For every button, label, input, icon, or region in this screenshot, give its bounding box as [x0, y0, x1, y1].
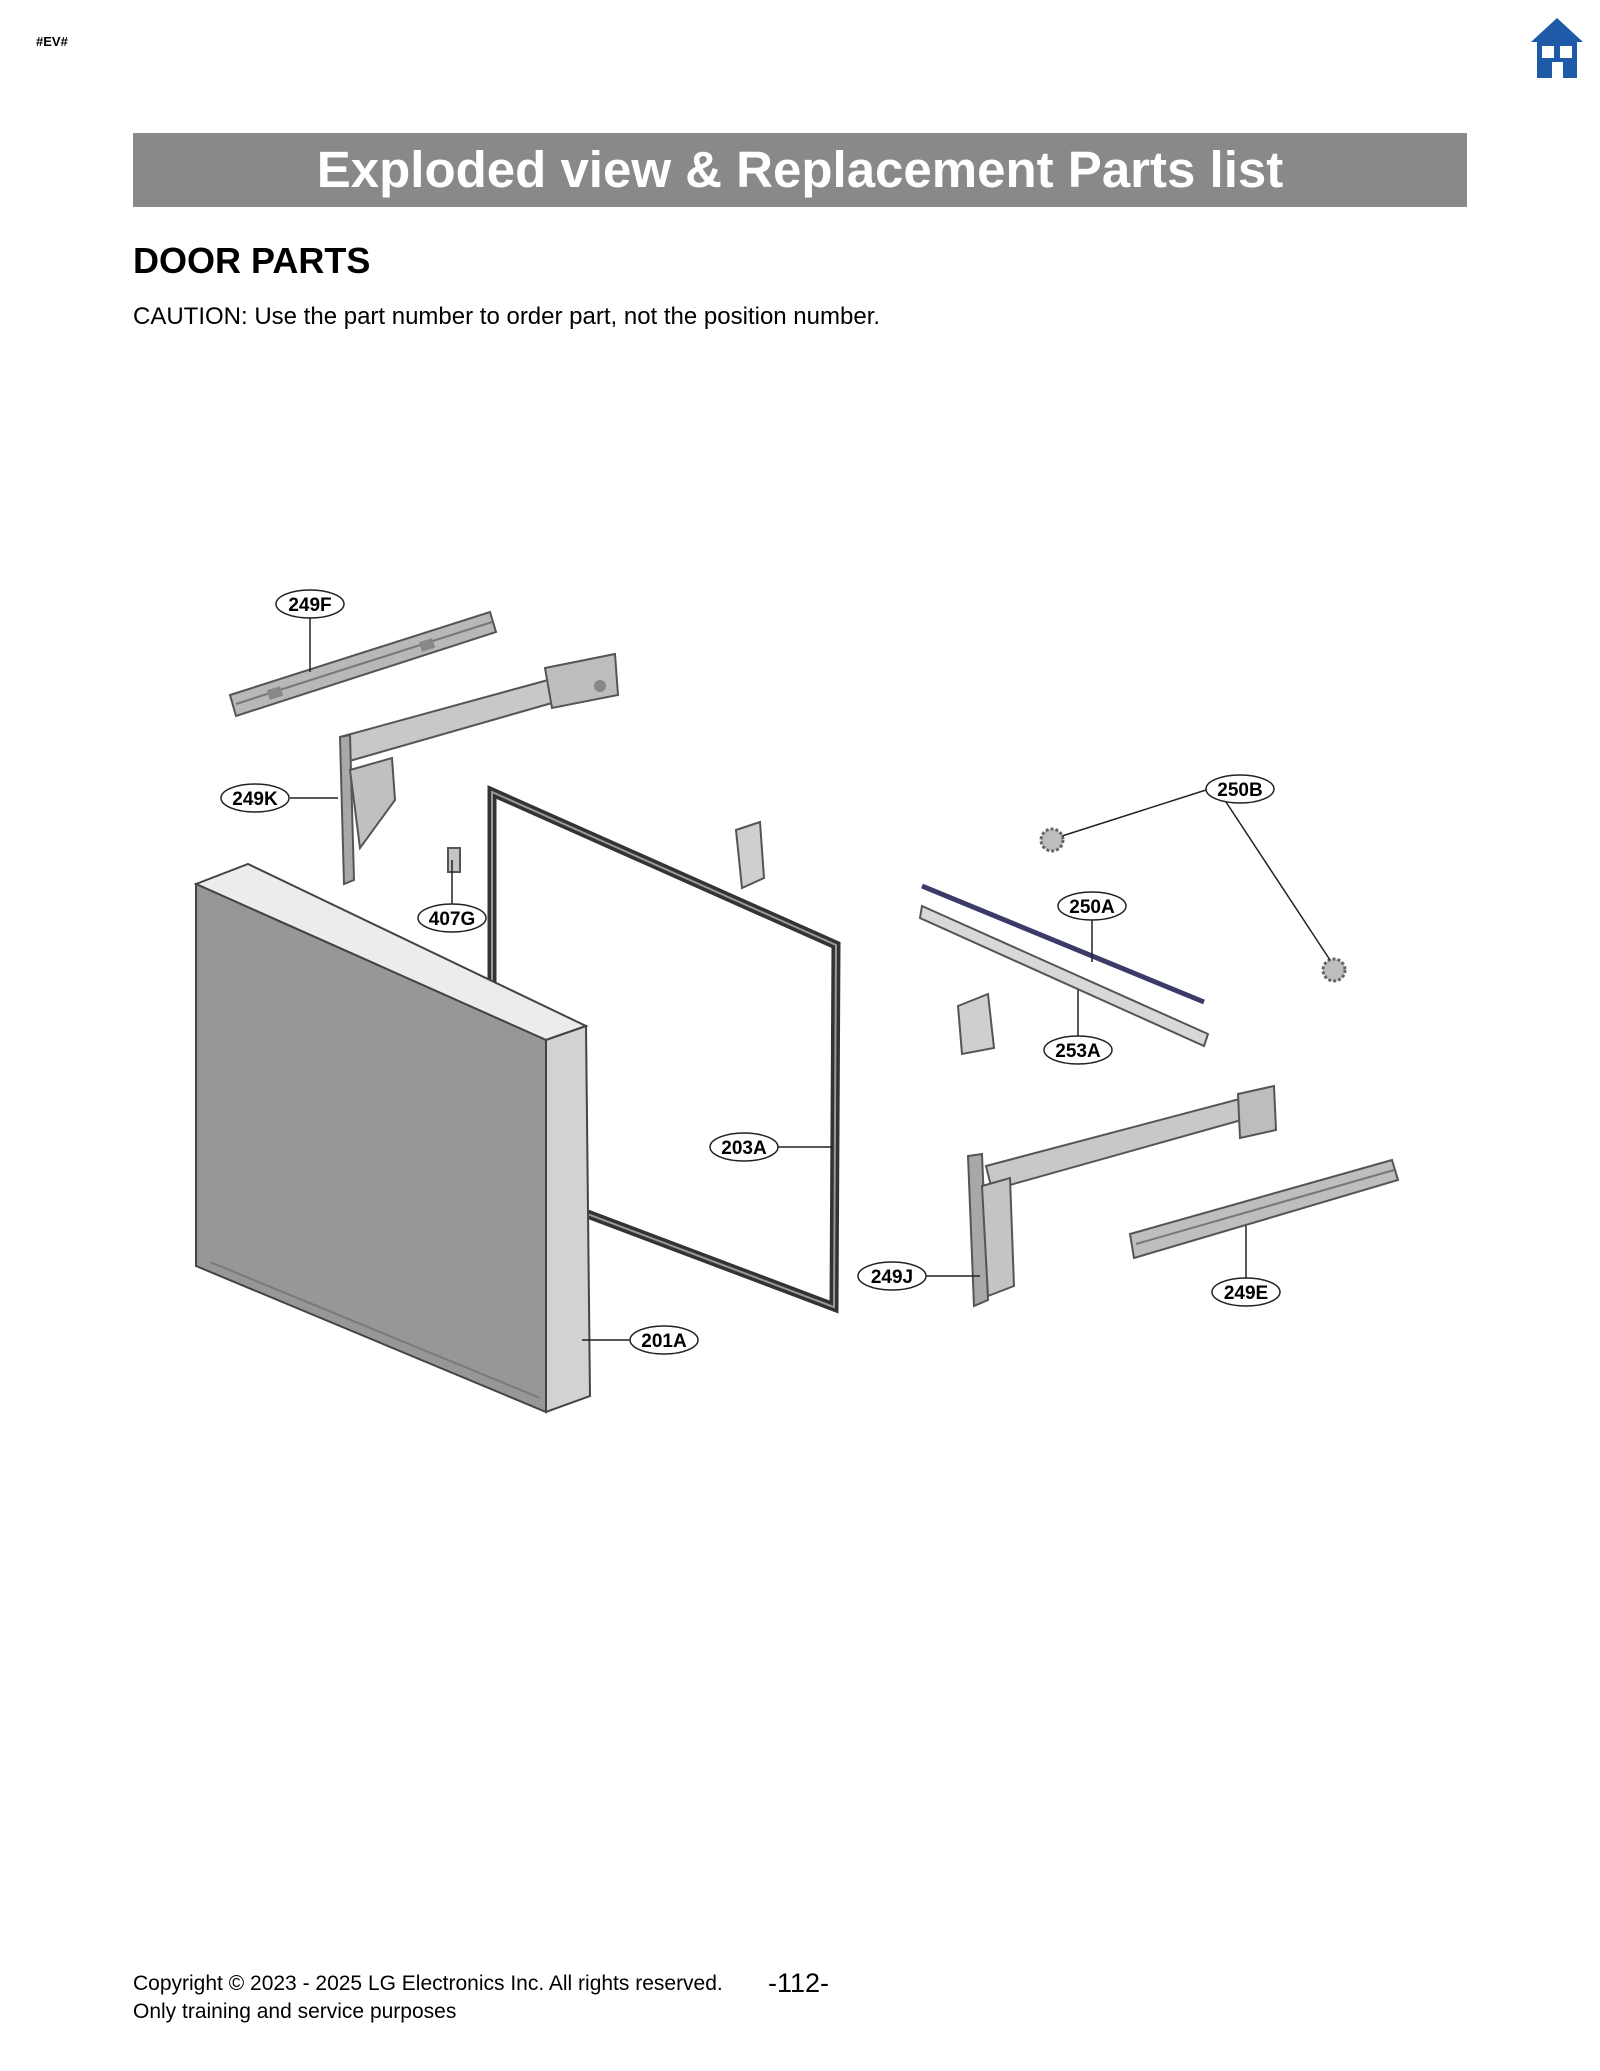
usage-notice: Only training and service purposes — [133, 2000, 457, 2023]
page-number: -112- — [768, 1968, 830, 1998]
exploded-view-diagram — [0, 560, 1600, 1460]
callout-203a — [710, 1133, 778, 1161]
callout-253a — [1044, 1036, 1112, 1064]
part-right-bracket-249j — [968, 1086, 1276, 1306]
page-banner: Exploded view & Replacement Parts list — [133, 133, 1467, 207]
callout-250a — [1058, 892, 1126, 920]
section-title: DOOR PARTS — [133, 240, 371, 281]
part-latch — [958, 994, 994, 1054]
svg-text:249E: 249E — [1223, 1283, 1269, 1304]
part-small-bracket — [736, 822, 764, 888]
part-gear-250b-lower — [1323, 959, 1345, 981]
part-drawer-rail-249e — [1130, 1160, 1398, 1258]
svg-text:249F: 249F — [288, 595, 332, 616]
svg-text:253A: 253A — [1055, 1041, 1101, 1062]
svg-text:249J: 249J — [870, 1267, 914, 1288]
caution-note: CAUTION: Use the part number to order part, not the position number. — [133, 303, 881, 330]
svg-text:249K: 249K — [232, 789, 278, 810]
svg-text:250B: 250B — [1217, 780, 1263, 801]
callout-249f — [276, 590, 344, 618]
svg-text:407G: 407G — [428, 909, 476, 930]
callout-407g — [418, 904, 486, 932]
part-drawer-rail-249f — [230, 612, 496, 716]
svg-text:250A: 250A — [1069, 897, 1115, 918]
callout-250b — [1206, 775, 1274, 803]
home-icon[interactable] — [1530, 16, 1584, 80]
part-clip-407g — [448, 848, 460, 872]
part-door-panel-201a — [196, 864, 590, 1412]
copyright-notice: Copyright © 2023 - 2025 LG Electronics Inc. All rights reserved. — [133, 1972, 723, 1995]
svg-text:203A: 203A — [721, 1138, 767, 1159]
callout-201a — [630, 1326, 698, 1354]
document-tag: #EV# — [36, 34, 68, 49]
svg-text:201A: 201A — [641, 1331, 687, 1352]
part-gear-250b-upper — [1041, 829, 1063, 851]
callout-249j — [858, 1262, 926, 1290]
callout-249k — [221, 784, 289, 812]
callout-249e — [1212, 1278, 1280, 1306]
part-left-bracket-249k — [340, 654, 618, 884]
